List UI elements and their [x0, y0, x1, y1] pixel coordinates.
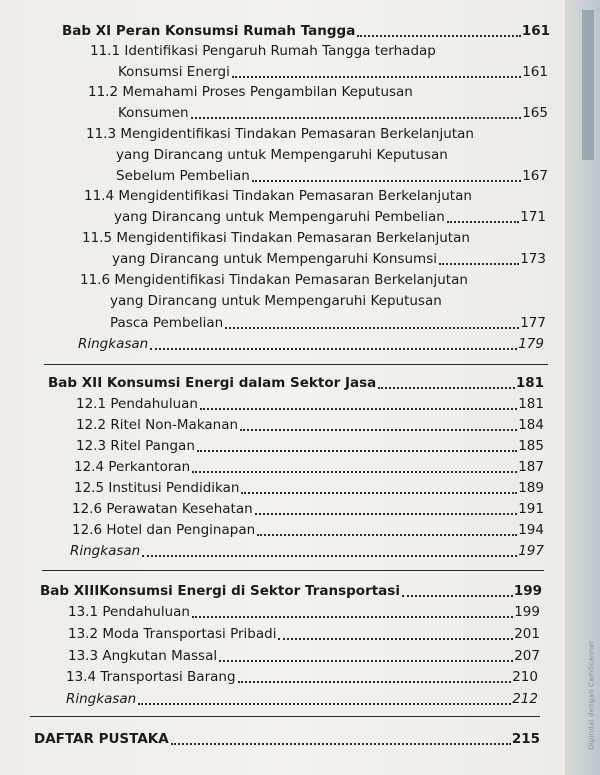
dot-leader — [241, 490, 517, 494]
page-number: 199 — [514, 604, 540, 620]
toc-entry-text: yang Dirancang untuk Mempengaruhi Keputusan — [116, 147, 448, 163]
toc-entry-text: 11.1 Identifikasi Pengaruh Rumah Tangga terhadap — [90, 43, 436, 59]
dot-leader — [278, 636, 513, 640]
toc-entry — [72, 500, 544, 518]
toc-entry-text: 13.4 Transportasi Barang — [66, 669, 236, 685]
toc-entry — [88, 83, 413, 101]
toc-entry-text: 12.1 Pendahuluan — [76, 396, 198, 412]
toc-entry — [68, 603, 540, 621]
chapter-title: Bab XII Konsumsi Energi dalam Sektor Jasa — [48, 375, 377, 391]
page-number: 215 — [511, 731, 540, 747]
section-divider — [30, 716, 540, 717]
dot-leader — [378, 385, 515, 389]
dot-leader — [219, 658, 513, 662]
page-number: 187 — [518, 459, 544, 475]
toc-entry-text: Sebelum Pembelian — [116, 168, 250, 184]
dot-leader — [200, 406, 517, 410]
toc-entry-text: 12.2 Ritel Non-Makanan — [76, 417, 239, 433]
toc-entry-text: 12.4 Perkantoran — [74, 459, 191, 475]
toc-entry — [68, 647, 540, 665]
toc-entry — [90, 42, 436, 60]
page-edge — [565, 0, 600, 775]
toc-entry-text: 13.2 Moda Transportasi Pribadi — [68, 626, 277, 642]
page-number: 167 — [522, 168, 548, 184]
toc-entry — [86, 125, 474, 143]
toc-entry-text: yang Dirancang untuk Mempengaruhi Konsumsi — [112, 251, 437, 267]
dot-leader — [238, 679, 512, 683]
dot-leader — [240, 427, 517, 431]
summary-entry — [66, 690, 538, 708]
dot-leader — [447, 219, 519, 223]
dot-leader — [257, 532, 517, 536]
page-number: 197 — [518, 543, 544, 559]
chapter-heading — [40, 582, 542, 600]
toc-entry-text: 11.5 Mengidentifikasi Tindakan Pemasaran Berkelanjutan — [82, 230, 470, 246]
dot-leader — [192, 614, 513, 618]
toc-entry — [114, 208, 546, 226]
page-number: 179 — [518, 336, 544, 352]
toc-entry-text: 12.6 Perawatan Kesehatan — [72, 501, 253, 517]
toc-entry — [80, 271, 468, 289]
summary-label: Ringkasan — [70, 543, 141, 559]
bibliography-heading — [34, 730, 540, 748]
toc-entry — [116, 146, 448, 164]
toc-entry-text: Konsumsi Energi — [118, 64, 230, 80]
section-divider — [44, 364, 548, 365]
toc-entry-text: 11.4 Mengidentifikasi Tindakan Pemasaran Berkelanjutan — [84, 188, 472, 204]
dot-leader — [142, 553, 517, 557]
page-number: 181 — [518, 396, 544, 412]
toc-entry — [76, 437, 544, 455]
toc-entry — [110, 314, 546, 332]
bibliography-title: DAFTAR PUSTAKA — [34, 731, 169, 747]
toc-entry-text: 12.3 Ritel Pangan — [76, 438, 195, 454]
toc-entry — [116, 167, 548, 185]
dot-leader — [255, 511, 518, 515]
scanner-watermark — [586, 620, 598, 770]
chapter-heading — [48, 374, 544, 392]
toc-entry — [112, 250, 546, 268]
toc-entry — [118, 63, 548, 81]
dot-leader — [252, 178, 521, 182]
toc-entry — [76, 395, 544, 413]
chapter-title: Bab XIIIKonsumsi Energi di Sektor Transportasi — [40, 583, 400, 599]
chapter-heading — [62, 22, 550, 40]
toc-entry — [74, 458, 544, 476]
page-number: 181 — [515, 375, 544, 391]
toc-entry-text: 13.1 Pendahuluan — [68, 604, 190, 620]
binding-strip — [582, 10, 594, 160]
toc-entry — [72, 521, 544, 539]
page-number: 194 — [518, 522, 544, 538]
scanner-watermark-text: Dipindai dengan CamScanner — [588, 640, 597, 750]
page-number: 184 — [518, 417, 544, 433]
toc-entry-text: Pasca Pembelian — [110, 315, 224, 331]
toc-entry — [82, 229, 470, 247]
dot-leader — [197, 448, 517, 452]
toc-entry — [66, 668, 538, 686]
page-number: 207 — [514, 648, 540, 664]
dot-leader — [232, 74, 521, 78]
toc-entry-text: 13.3 Angkutan Massal — [68, 648, 218, 664]
toc-entry-text: 11.3 Mengidentifikasi Tindakan Pemasaran Berkelanjutan — [86, 126, 474, 142]
page-number: 201 — [514, 626, 540, 642]
page-number: 173 — [520, 251, 546, 267]
summary-label: Ringkasan — [66, 691, 137, 707]
page-number: 212 — [512, 691, 538, 707]
page-number: 161 — [522, 64, 548, 80]
dot-leader — [192, 469, 517, 473]
page-number: 210 — [512, 669, 538, 685]
chapter-title: Bab XI Peran Konsumsi Rumah Tangga — [62, 23, 356, 39]
toc-entry — [118, 104, 548, 122]
toc-entry-text: 11.2 Memahami Proses Pengambilan Keputusan — [88, 84, 413, 100]
toc-entry — [76, 416, 544, 434]
page-number: 171 — [520, 209, 546, 225]
toc-entry-text: 12.6 Hotel dan Penginapan — [72, 522, 256, 538]
toc-entry-text: 12.5 Institusi Pendidikan — [74, 480, 240, 496]
toc-entry — [110, 292, 442, 310]
toc-entry-text: yang Dirancang untuk Mempengaruhi Pembelian — [114, 209, 445, 225]
toc-entry-text: 11.6 Mengidentifikasi Tindakan Pemasaran Berkelanjutan — [80, 272, 468, 288]
toc-entry — [68, 625, 540, 643]
page-number: 165 — [522, 105, 548, 121]
toc-entry-text: Konsumen — [118, 105, 189, 121]
toc-entry — [84, 187, 472, 205]
dot-leader — [225, 325, 519, 329]
toc-entry-text: yang Dirancang untuk Mempengaruhi Keputusan — [110, 293, 442, 309]
dot-leader — [357, 33, 520, 37]
dot-leader — [439, 261, 519, 265]
dot-leader — [138, 701, 511, 705]
section-divider — [42, 570, 544, 571]
page-number: 191 — [518, 501, 544, 517]
dot-leader — [191, 115, 522, 119]
page-number: 161 — [521, 23, 550, 39]
toc-entry — [74, 479, 544, 497]
page-number: 177 — [520, 315, 546, 331]
summary-label: Ringkasan — [78, 336, 149, 352]
summary-entry — [70, 542, 544, 560]
page-number: 199 — [513, 583, 542, 599]
page-number: 185 — [518, 438, 544, 454]
page-number: 189 — [518, 480, 544, 496]
summary-entry — [78, 335, 544, 353]
dot-leader — [171, 741, 511, 745]
dot-leader — [402, 593, 513, 597]
dot-leader — [150, 346, 517, 350]
